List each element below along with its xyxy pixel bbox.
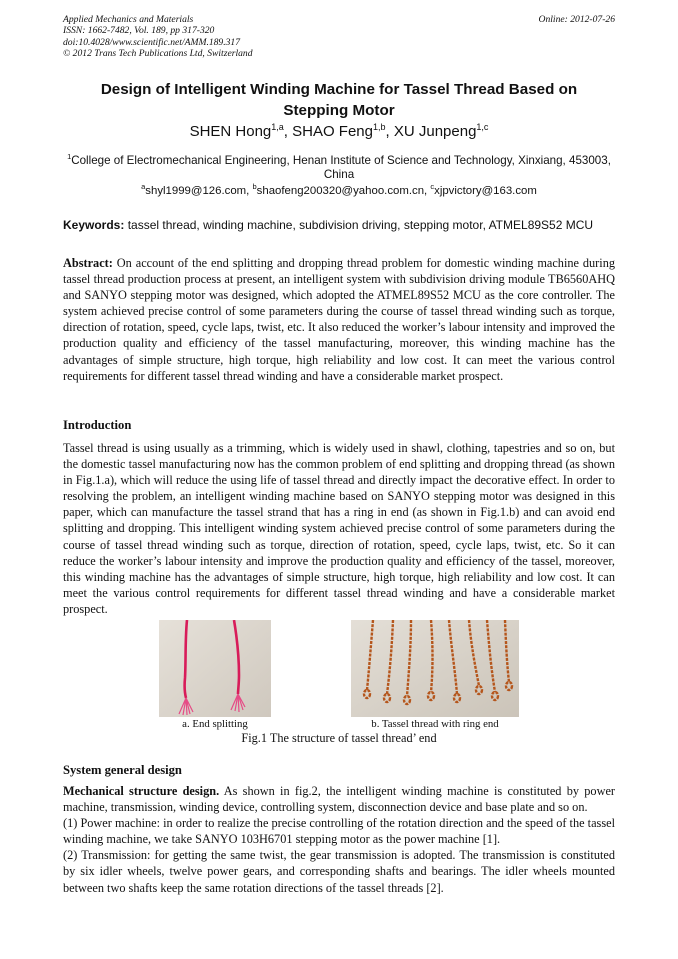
paper-title — [63, 79, 615, 121]
author-name: SHEN Hong — [189, 123, 272, 140]
mechanical-structure-label: Mechanical structure design. — [63, 784, 220, 798]
affiliation-sup: 1 — [67, 152, 72, 161]
email-list: $^a$shyl1999@126.com, $^b$shaofeng200320@yahoo.com.cn, $^c$xjpvictory@163.com — [141, 182, 537, 197]
author-sup: 1,a — [271, 122, 284, 132]
system-design-body — [63, 783, 615, 896]
section-heading-introduction: Introduction — [63, 418, 132, 432]
title-line-2: Stepping Motor — [283, 102, 395, 119]
journal-name: Applied Mechanics and Materials — [63, 14, 194, 25]
email-link[interactable]: xjpvictory@163.com — [434, 184, 537, 197]
author-list: SHEN Hong$^{1,a}$, SHAO Feng$^{1,b}$, XU Junpeng$^{1,c}$ — [189, 122, 489, 140]
author-name: XU Junpeng — [393, 123, 477, 140]
affiliation — [63, 150, 615, 183]
doi-line: doi:10.4028/www.scientific.net/AMM.189.317 — [63, 36, 241, 48]
issn-line: ISSN: 1662-7482, Vol. 189, pp 317-320 — [63, 25, 215, 37]
affiliation-text: College of Electromechanical Engineering, Henan Institute of Science and Technology, Xinxiang, 453003, China — [71, 153, 611, 182]
keywords — [63, 218, 615, 232]
author-sup: 1,b — [373, 122, 386, 132]
keywords-label: Keywords: — [63, 218, 125, 232]
abstract-text: On account of the end splitting and dropping thread problem for domestic winding machine during tassel thread production process at present, an intelligent system with subdivision driving module TB6560AHQ and SANYO stepping motor was designed, which adopted the ATMEL89S52 MCU as the core controller. The system achieved precise control of some parameters during the course of tassel thread winding such as torque, direction of rotation, speed, cycle laps, twist, etc. It also reduced the worker’s labour intensity and improved the production quality and efficiency of the tassel manufacturing, moreover, this winding machine has the advantages of simple structure, high torque, high reliability and low cost. It can meet the various control requirements for different tassel thread winding and have a considerable market prospect. — [63, 256, 615, 383]
introduction-text: Tassel thread is using usually as a trimming, which is widely used in shawl, clothing, tapestries and so on, but the domestic tassel manufacturing now has the common problem of end splitting and dropping thread (as shown in Fig.1.a), which will reduce the using life of tassel thread and directly impact the decorative effect. In order to resolving the problem, an intelligent winding machine based on SANYO stepping motor was designed in this paper, which can manufacture the tassel strand that has a ring in end (as shown in Fig.1.b) and can avoid end splitting and dropping. This intelligent winding system achieved precise control of some parameters during the course of tassel thread winding such as torque, direction of rotation, speed, cycle laps, twist, etc. So it can reduce the worker’s labour intensity and improve the production quality and efficiency of the tassel, moreover, this winding machine has the advantages of simple structure, high torque, high reliability and low cost. It can meet the various control requirements for different tassel thread winding and have a considerable market prospect. — [63, 441, 615, 616]
figure-caption: Fig.1 The structure of tassel thread’ end — [241, 731, 437, 745]
mechanical-structure-text: As shown in fig.2, the intelligent winding machine is constituted by power machine, transmission, winding device, controlling system, disconnection device and base plate and so on. — [63, 784, 615, 815]
online-date: Online: 2012-07-26 — [538, 14, 615, 25]
subcaption-a: a. End splitting — [182, 718, 248, 730]
abstract-label: Abstract: — [63, 256, 113, 270]
ring-end-tassel-illustration — [351, 620, 519, 717]
abstract — [63, 255, 615, 384]
email-link[interactable]: shyl1999@126.com — [145, 184, 247, 197]
author-sup: 1,c — [476, 122, 489, 132]
section-heading-system-design: System general design — [63, 763, 182, 777]
copyright-line: © 2012 Trans Tech Publications Ltd, Switzerland — [63, 47, 253, 59]
keywords-text: tassel thread, winding machine, subdivision driving, stepping motor, ATMEL89S52 MCU — [127, 218, 594, 232]
power-machine-item: (1) Power machine: in order to realize the precise controlling of the rotation direction and the speed of the tassel winding machine, we take SANYO 103H6701 stepping motor as the power machine [1]. — [63, 816, 615, 847]
transmission-item: (2) Transmission: for getting the same twist, the gear transmission is adopted. The transmission is constituted by six idler wheels, twelve power gears, and corresponding shafts and bearings. The idler wheels mounted between two shafts keep the same rotation directions of the tassel threads [2]. — [63, 848, 615, 895]
email-sup: b — [252, 182, 257, 191]
title-line-1: Design of Intelligent Winding Machine for Tassel Thread Based on — [100, 81, 578, 98]
mechanical-structure-paragraph — [63, 783, 615, 815]
email-link[interactable]: shaofeng200320@yahoo.com.cn — [256, 184, 425, 197]
photo-ring-end-tassel — [351, 620, 519, 717]
journal-header — [63, 14, 615, 59]
end-splitting-illustration — [159, 620, 271, 717]
author-name: SHAO Feng — [292, 123, 373, 140]
subcaption-b: b. Tassel thread with ring end — [371, 718, 499, 730]
email-sup: c — [430, 182, 435, 191]
email-sup: a — [141, 182, 146, 191]
photo-end-splitting — [159, 620, 271, 717]
